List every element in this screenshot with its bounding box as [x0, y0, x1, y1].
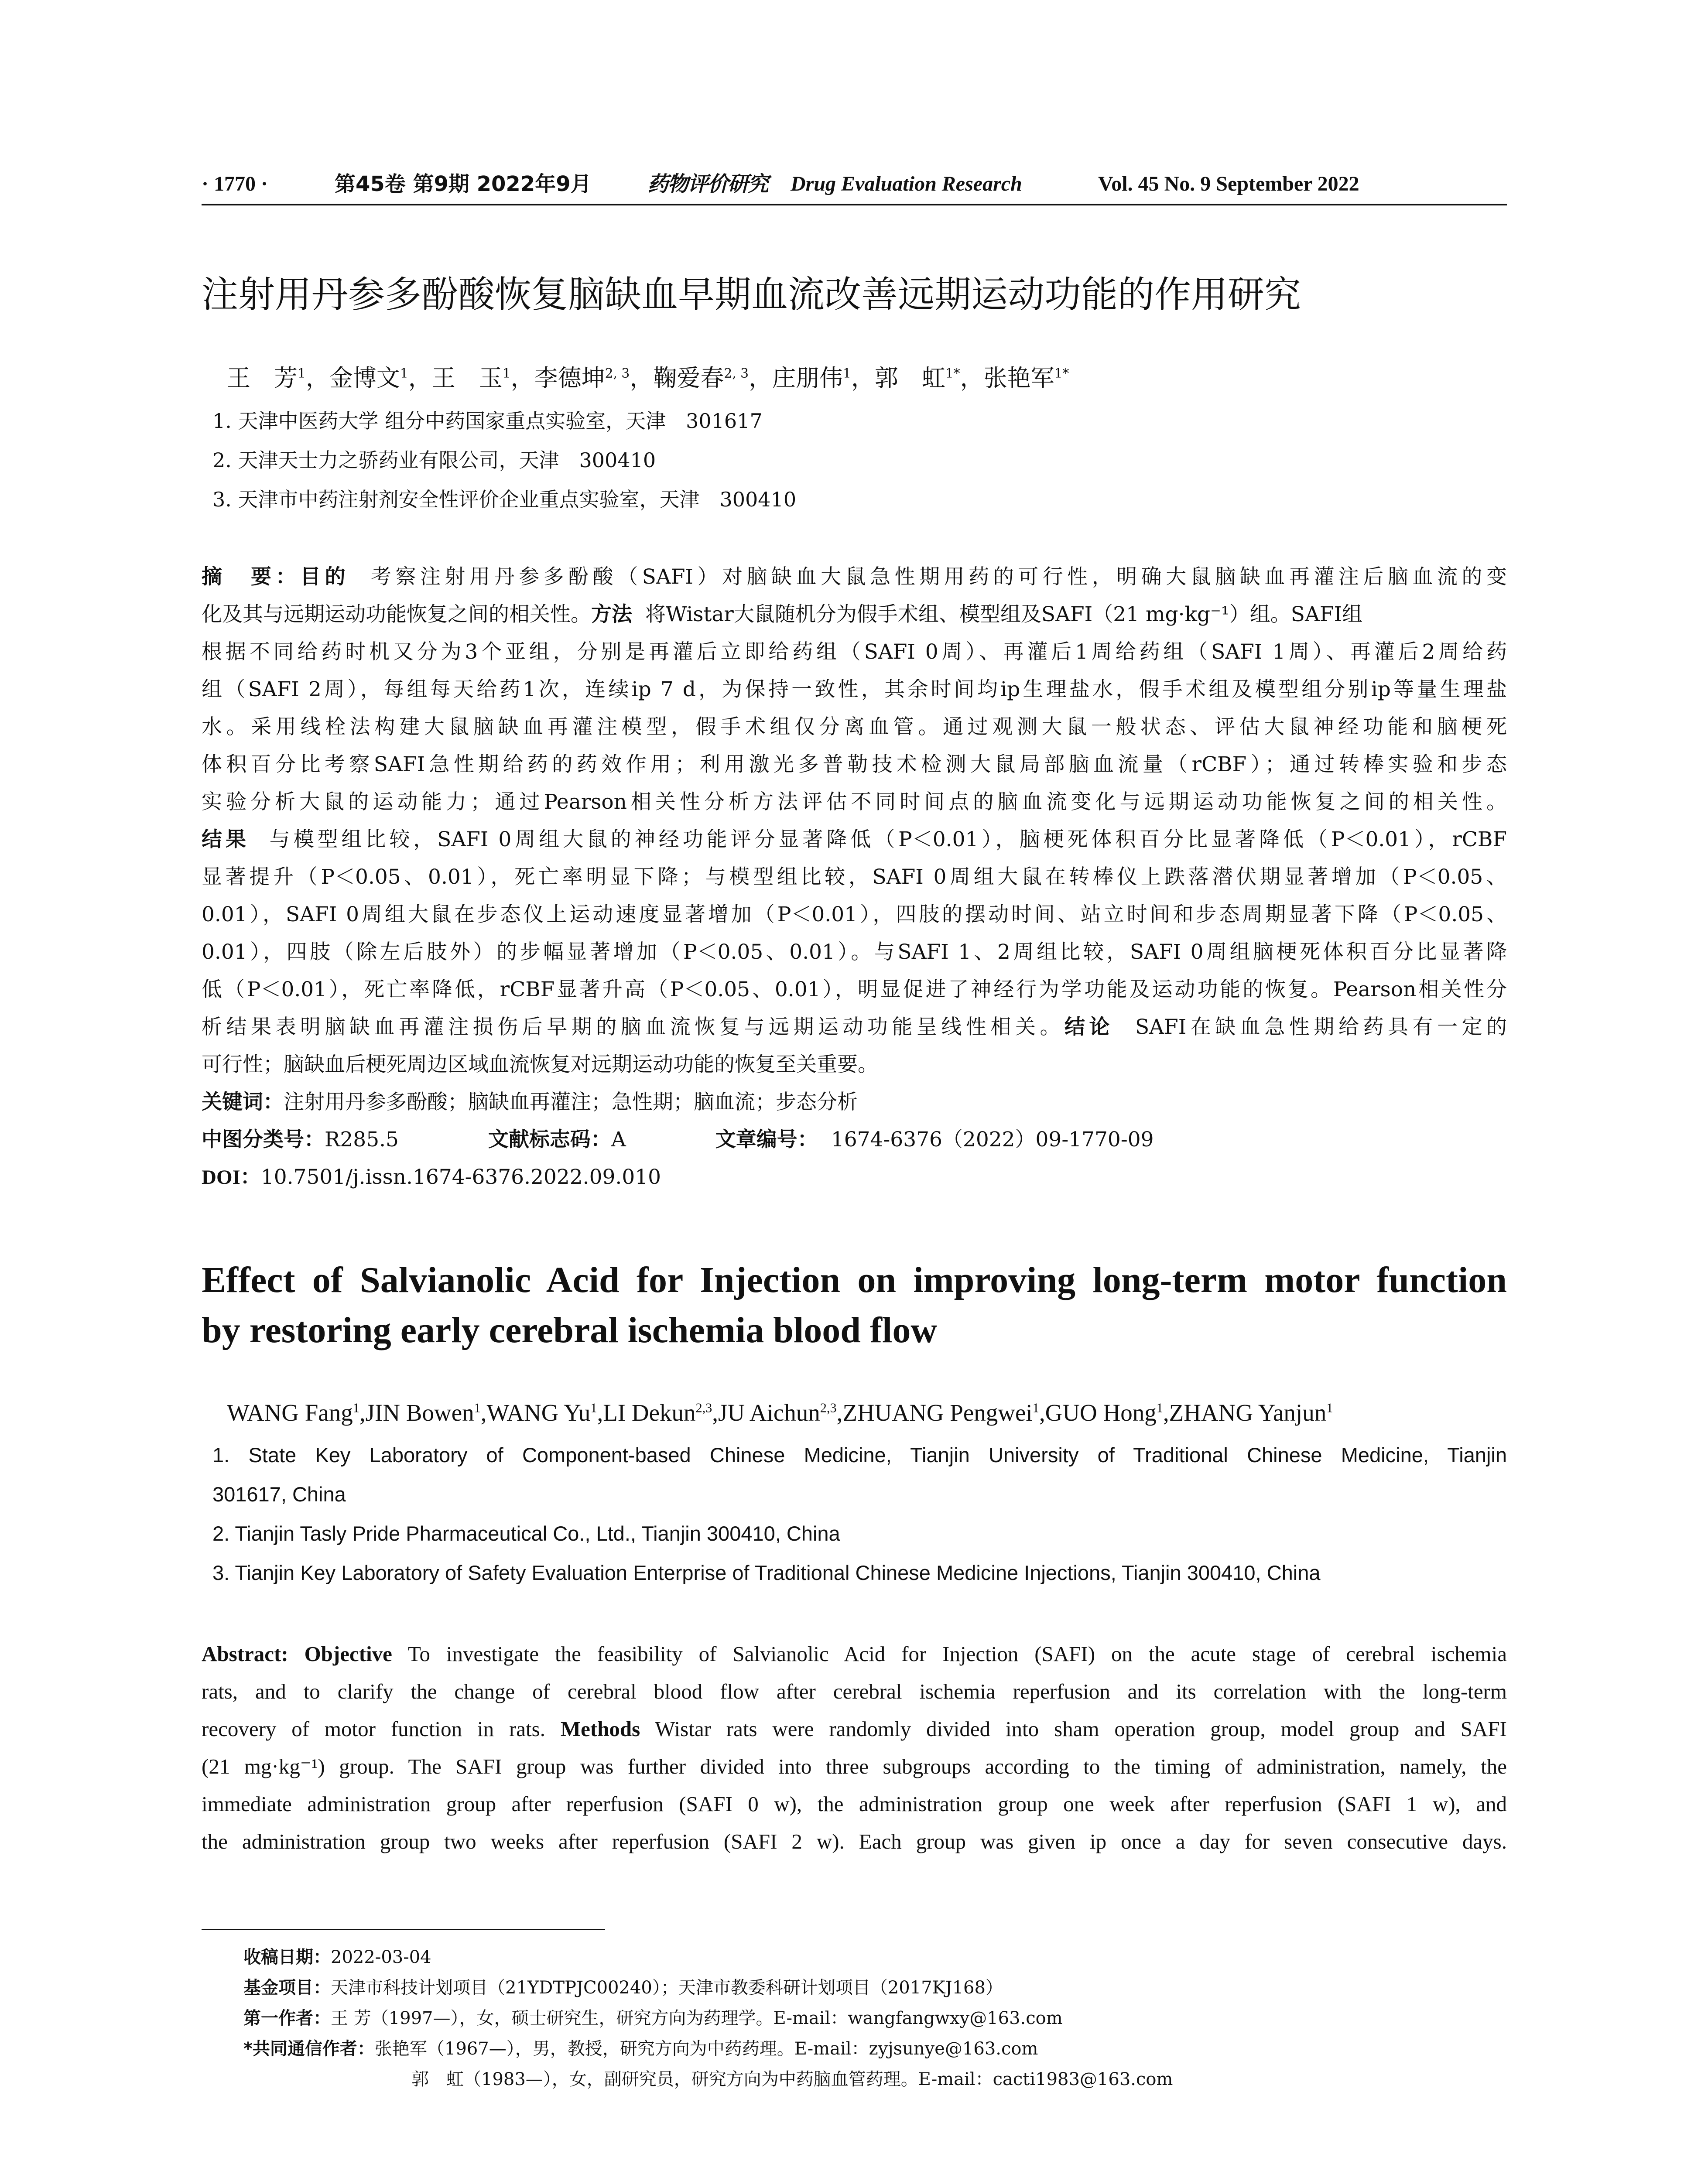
author-affiliation-marker: 1: [842, 366, 851, 381]
author-affiliation-marker: 1: [298, 366, 306, 381]
footnote-fund: 基金项目：天津市科技计划项目（21YDTPJC00240）；天津市教委科研计划项目（2017KJ168）: [243, 1978, 1003, 1998]
abstract-zh-line-13: 析结果表明脑缺血再灌注损伤后早期的脑血流恢复与远期运动功能呈线性相关。结论 SAFI在缺血急性期给药具有一定的: [202, 1015, 1507, 1039]
author-name: ZHANG Yanjun: [1169, 1399, 1327, 1426]
author-name: 王 玉: [431, 364, 503, 392]
author-affiliation-marker: 1: [1156, 1400, 1163, 1415]
doi-line: DOI：10.7501/j.issn.1674-6376.2022.09.010: [202, 1165, 661, 1189]
keywords-zh: 关键词：注射用丹参多酚酸；脑缺血再灌注；急性期；脑血流；步态分析: [202, 1090, 858, 1114]
author-affiliation-marker: 1: [353, 1400, 359, 1415]
author-name: ZHUANG Pengwei: [842, 1399, 1033, 1426]
title-en-line-1: Effect of Salvianolic Acid for Injection on improving long-term motor function: [202, 1260, 1507, 1300]
authors-zh: 王 芳$^1$，金博文$^1$，王 玉$^1$，李德坤$^{2, 3}$，鞠爱春$^{2, 3}$，庄朋伟$^1$，郭 虹$^{1*}$，张艳军$^{1*}$: [227, 364, 1069, 392]
author-affiliation-marker: 2,3: [695, 1400, 712, 1415]
author-affiliation-marker: 2, 3: [724, 366, 749, 381]
author-name: 庄朋伟: [772, 364, 843, 392]
abstract-zh-line-11: 0.01），四肢（除左后肢外）的步幅显著增加（P＜0.05、0.01）。与SAFI 1、2周组比较，SAFI 0周组脑梗死体积百分比显著降: [202, 940, 1507, 964]
journal-logo: 药物评价研究: [647, 172, 768, 196]
abstract-en-line-1: Abstract: Objective To investigate the feasibility of Salvianolic Acid for Injection (SAFI) on the acute stage of cerebral ischemia: [202, 1642, 1507, 1666]
authors-en: WANG Fang$^1$,JIN Bowen$^1$,WANG Yu$^1$,LI Dekun$^{2,3}$,JU Aichun$^{2,3}$,ZHUANG Pengwei$^1$,GUO Hong$^1$,ZHANG Yanjun$^1$: [227, 1399, 1333, 1426]
abstract-en-line-4: (21 mg·kg⁻¹) group. The SAFI group was further divided into three subgroups according to the timing of administration, namely, the: [202, 1754, 1507, 1778]
abstract-en-line-5: immediate administration group after reperfusion (SAFI 0 w), the administration group one week after reperfusion (SAFI 1 w), and: [202, 1792, 1507, 1816]
author-affiliation-marker: 1: [474, 1400, 481, 1415]
author-affiliation-marker: 2,3: [820, 1400, 837, 1415]
abstract-en-line-3: recovery of motor function in rats. Methods Wistar rats were randomly divided into sham operation group, model group and SAFI: [202, 1717, 1507, 1741]
affiliation-zh-3: 3. 天津市中药注射剂安全性评价企业重点实验室，天津 300410: [212, 488, 797, 511]
abstract-zh-line-14: 可行性；脑缺血后梗死周边区域血流恢复对远期运动功能的恢复至关重要。: [202, 1053, 878, 1077]
footnote-rule: [202, 1929, 605, 1930]
footnote-received: 收稿日期：2022-03-04: [243, 1947, 431, 1967]
footnote-corresponding-2: 郭 虹（1983—），女，副研究员，研究方向为中药脑血管药理。E-mail：cacti1983@163.com: [411, 2069, 1173, 2089]
author-affiliation-marker: 1*: [945, 366, 960, 381]
abstract-zh-line-10: 0.01），SAFI 0周组大鼠在步态仪上运动速度显著增加（P＜0.01），四肢的摆动时间、站立时间和步态周期显著下降（P＜0.05、: [202, 902, 1507, 926]
abstract-zh-line-9: 显著提升（P＜0.05、0.01），死亡率明显下降；与模型组比较，SAFI 0周组大鼠在转棒仪上跌落潜伏期显著增加（P＜0.05、: [202, 865, 1507, 889]
abstract-en-line-6: the administration group two weeks after reperfusion (SAFI 2 w). Each group was given ip once a day for seven consecutive days.: [202, 1829, 1507, 1853]
abstract-zh-line-7: 实验分析大鼠的运动能力；通过Pearson相关性分析方法评估不同时间点的脑血流变化与远期运动功能恢复之间的相关性。: [202, 790, 1507, 814]
author-affiliation-marker: 2, 3: [605, 366, 630, 381]
journal-name-en: Drug Evaluation Research: [791, 172, 1022, 195]
issue-en: Vol. 45 No. 9 September 2022: [1098, 172, 1359, 195]
abstract-en-line-2: rats, and to clarify the change of cerebral blood flow after cerebral ischemia reperfusion and its correlation with the long-term: [202, 1679, 1507, 1703]
abstract-zh-line-12: 低（P＜0.01），死亡率降低，rCBF显著升高（P＜0.05、0.01），明显促进了神经行为学功能及运动功能的恢复。Pearson相关性分: [202, 978, 1507, 1002]
title-zh: 注射用丹参多酚酸恢复脑缺血早期血流改善远期运动功能的作用研究: [202, 273, 1301, 316]
affiliation-en-1: 1. State Key Laboratory of Component-based Chinese Medicine, Tianjin University of Traditional Chinese Medicine, Tianjin: [212, 1443, 1507, 1467]
author-name: 王 芳: [227, 364, 298, 392]
affiliation-en-3: 3. Tianjin Key Laboratory of Safety Evaluation Enterprise of Traditional Chinese Medicine Injections, Tianjin 300410, China: [212, 1561, 1321, 1584]
author-affiliation-marker: 1: [1326, 1400, 1333, 1415]
page-number: · 1770 ·: [202, 172, 268, 195]
affiliation-en-2: 2. Tianjin Tasly Pride Pharmaceutical Co., Ltd., Tianjin 300410, China: [212, 1522, 840, 1545]
abstract-zh-line-4: 组（SAFI 2周），每组每天给药1次，连续ip 7 d，为保持一致性，其余时间均ip生理盐水，假手术组及模型组分别ip等量生理盐: [202, 677, 1507, 701]
abstract-zh-line-3: 根据不同给药时机又分为3个亚组，分别是再灌后立即给药组（SAFI 0周）、再灌后1周给药组（SAFI 1周）、再灌后2周给药: [202, 640, 1507, 664]
author-name: 郭 虹: [874, 364, 945, 392]
author-name: WANG Fang: [227, 1399, 353, 1426]
affiliation-zh-1: 1. 天津中医药大学 组分中药国家重点实验室，天津 301617: [212, 409, 763, 433]
affiliation-zh-2: 2. 天津天士力之骄药业有限公司，天津 300410: [212, 448, 656, 472]
header-rule: [202, 204, 1507, 205]
footnote-corresponding-1: *共同通信作者：张艳军（1967—），男，教授，研究方向为中药药理。E-mail：zyjsunye@163.com: [243, 2039, 1038, 2059]
author-name: GUO Hong: [1045, 1399, 1157, 1426]
title-en-line-2: by restoring early cerebral ischemia blood flow: [202, 1310, 937, 1350]
abstract-zh-line-6: 体积百分比考察SAFI急性期给药的药效作用；利用激光多普勒技术检测大鼠局部脑血流量（rCBF）；通过转棒实验和步态: [202, 752, 1507, 776]
author-affiliation-marker: 1: [502, 366, 511, 381]
classification-line: 中图分类号：R285.5 文献标志码：A 文章编号： 1674-6376（2022）09-1770-09: [202, 1128, 1154, 1152]
issue-zh: 第45卷 第9期 2022年9月: [335, 172, 592, 196]
author-name: JIN Bowen: [365, 1399, 474, 1426]
author-affiliation-marker: 1*: [1054, 366, 1069, 381]
author-affiliation-marker: 1: [1032, 1400, 1039, 1415]
abstract-zh-line-2: 化及其与远期运动功能恢复之间的相关性。方法 将Wistar大鼠随机分为假手术组、模型组及SAFI（21 mg·kg⁻¹）组。SAFI组: [202, 602, 1363, 626]
abstract-zh-line-8: 结果 与模型组比较，SAFI 0周组大鼠的神经功能评分显著降低（P＜0.01），脑梗死体积百分比显著降低（P＜0.01），rCBF: [202, 827, 1507, 851]
affiliation-en-1-cont: 301617, China: [212, 1483, 346, 1506]
author-name: JU Aichun: [718, 1399, 820, 1426]
author-name: 李德坤: [534, 364, 605, 392]
abstract-zh-line-5: 水。采用线栓法构建大鼠脑缺血再灌注模型，假手术组仅分离血管。通过观测大鼠一般状态、评估大鼠神经功能和脑梗死: [202, 715, 1507, 739]
author-name: WANG Yu: [486, 1399, 591, 1426]
footnote-first-author: 第一作者：王 芳（1997—），女，硕士研究生，研究方向为药理学。E-mail：wangfangwxy@163.com: [243, 2008, 1063, 2028]
author-affiliation-marker: 1: [400, 366, 408, 381]
running-header: [202, 169, 1507, 204]
author-affiliation-marker: 1: [590, 1400, 597, 1415]
author-name: 张艳军: [983, 364, 1054, 392]
abstract-zh-line-1: 摘 要：目的 考察注射用丹参多酚酸（SAFI）对脑缺血大鼠急性期用药的可行性，明确大鼠脑缺血再灌注后脑血流的变: [202, 565, 1507, 589]
author-name: 金博文: [329, 364, 400, 392]
author-name: LI Dekun: [603, 1399, 696, 1426]
author-name: 鞠爱春: [653, 364, 724, 392]
